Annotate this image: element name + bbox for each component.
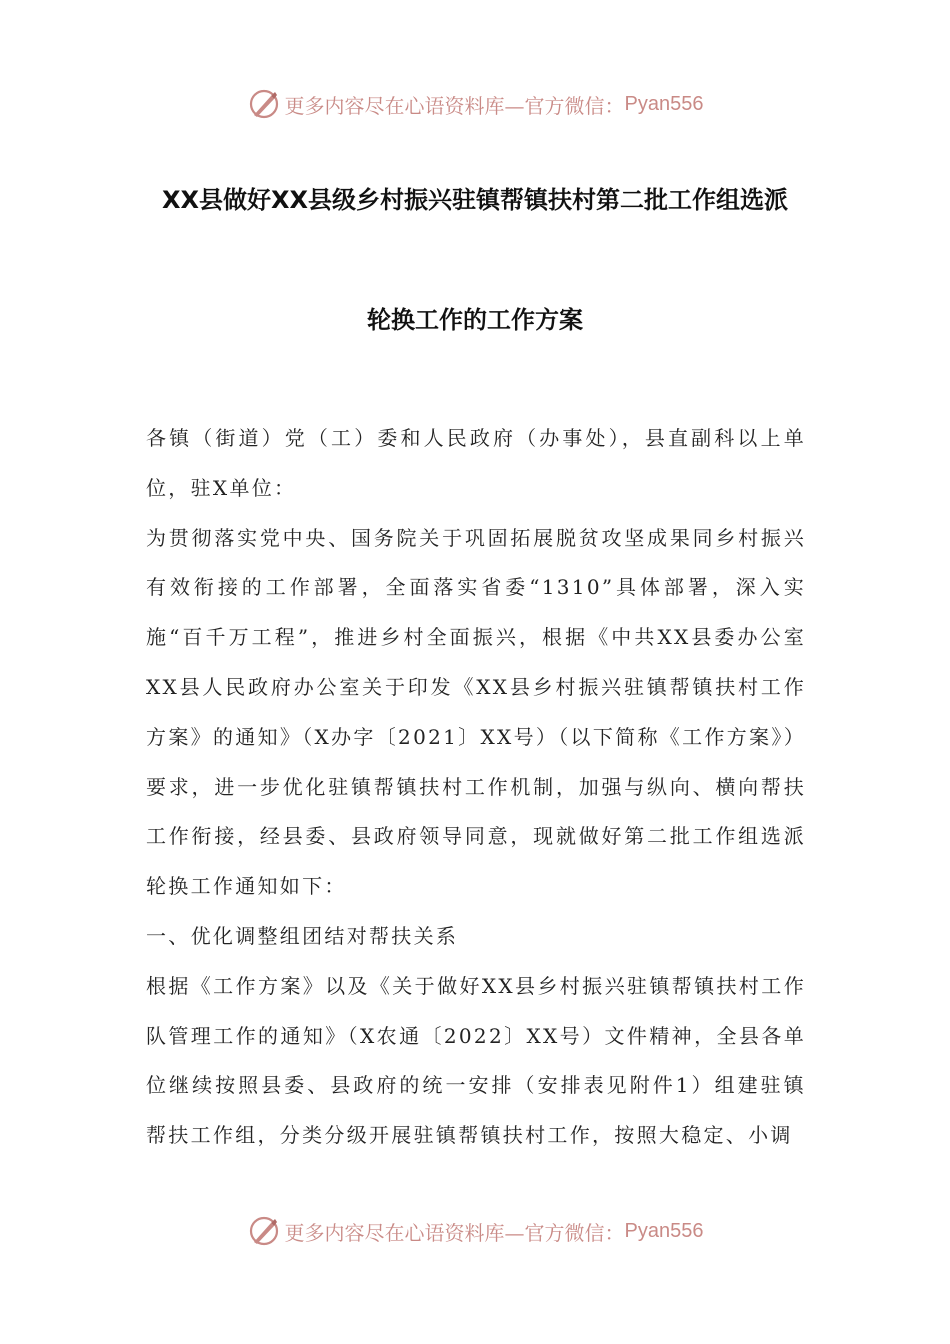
watermark-wechat-id: Pyan556: [624, 92, 704, 115]
paragraph-section-1: 根据《工作方案》以及《关于做好XX县乡村振兴驻镇帮镇扶村工作队管理工作的通知》（X农通〔2022〕XX号）文件精神，全县各单位继续按照县委、县政府的统一安排（安排表见附件1）组建驻镇帮扶工作组，分类分级开展驻镇帮镇扶村工作，按照大稳定、小调: [146, 973, 806, 1148]
watermark-header: [0, 82, 950, 126]
section-heading-1: 一、优化调整组团结对帮扶关系: [146, 923, 459, 948]
document-title-line-1: XX县做好XX县级乡村振兴驻镇帮镇扶村第二批工作组选派: [161, 186, 788, 214]
pen-circle-icon: [247, 1214, 281, 1248]
watermark-wechat-id: Pyan556: [624, 1219, 704, 1242]
watermark-footer: [0, 1209, 950, 1253]
watermark-text: 更多内容尽在心语资料库—官方微信：: [284, 93, 625, 118]
watermark-text: 更多内容尽在心语资料库—官方微信：: [284, 1220, 625, 1245]
document-body: [146, 414, 806, 1161]
paragraph-salutation: 各镇（街道）党（工）委和人民政府（办事处），县直副科以上单位，驻X单位：: [146, 426, 806, 500]
paragraph-intro: 为贯彻落实党中央、国务院关于巩固拓展脱贫攻坚成果同乡村振兴有效衔接的工作部署，全面落实省委“1310”具体部署，深入实施“百千万工程”，推进乡村全面振兴，根据《中共XX县委办公室XX县人民政府办公室关于印发《XX县乡村振兴驻镇帮镇扶村工作方案》的通知》（X办字〔2021〕XX号）（以下简称《工作方案》）要求，进一步优化驻镇帮镇扶村工作机制，加强与纵向、横向帮扶工作衔接，经县委、县政府领导同意，现就做好第二批工作组选派轮换工作通知如下：: [146, 525, 806, 899]
pen-circle-icon: [247, 87, 281, 121]
document-title-line-2: 轮换工作的工作方案: [367, 306, 583, 334]
